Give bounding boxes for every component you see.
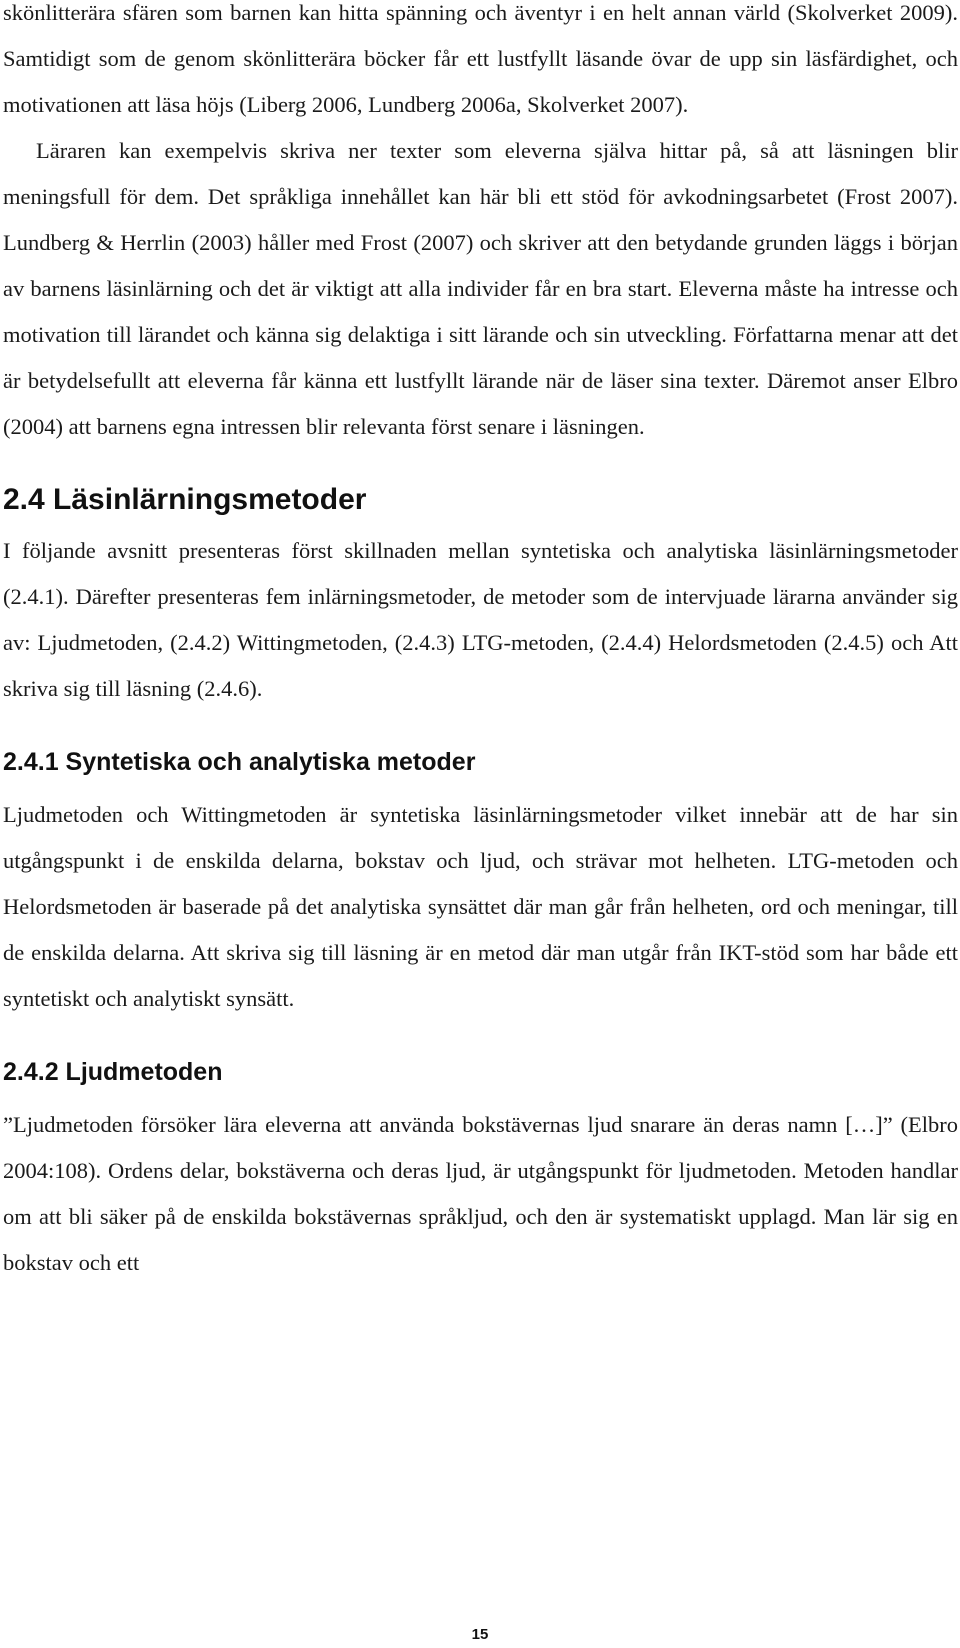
section-heading-2-4-2: 2.4.2 Ljudmetoden <box>3 1058 223 1086</box>
paragraph-continued: skönlitterära sfären som barnen kan hitta spänning och äventyr i en helt annan värld (Skolverket 2009). Samtidigt som de genom skönlitterära böcker får ett lustfyllt läsande övar de upp sin läsfärdighet, och motivationen att läsa höjs (Liberg 2006, Lundberg 2006a, Skolverket 2007). <box>3 0 958 117</box>
section-2-4-2-paragraph: ”Ljudmetoden försöker lära eleverna att använda bokstävernas ljud snarare än deras namn […]” (Elbro 2004:108). Ordens delar, bokstäverna och deras ljud, är utgångspunkt för ljudmetoden. Metoden handlar om att bli säker på de enskilda bokstävernas språkljud, och den är systematiskt upplagd. Man lär sig en bokstav och ett <box>3 1112 958 1275</box>
page-number: 15 <box>471 1626 489 1643</box>
paragraph-teacher-texts: Läraren kan exempelvis skriva ner texter som eleverna själva hittar på, så att läsningen blir meningsfull för dem. Det språkliga innehållet kan här bli ett stöd för avkodningsarbetet (Frost 2007). Lundberg & Herrlin (2003) håller med Frost (2007) och skriver att den betydande grunden läggs i början av barnens läsinlärning och det är viktigt att alla individer får en bra start. Eleverna måste ha intresse och motivation till lärandet och känna sig delaktiga i sitt lärande och sin utveckling. Författarna menar att det är betydelsefullt att eleverna får känna ett lustfyllt lärande när de läser sina texter. Däremot anser Elbro (2004) att barnens egna intressen blir relevanta först senare i läsningen. <box>3 138 958 439</box>
section-heading-2-4: 2.4 Läsinlärningsmetoder <box>3 483 367 516</box>
section-2-4-1-paragraph: Ljudmetoden och Wittingmetoden är syntetiska läsinlärningsmetoder vilket innebär att de har sin utgångspunkt i de enskilda delarna, bokstav och ljud, och strävar mot helheten. LTG-metoden och Helordsmetoden är baserade på det analytiska synsättet där man går från helheten, ord och meningar, till de enskilda delarna. Att skriva sig till läsning är en metod där man utgår från IKT-stöd som har både ett syntetiskt och analytiskt synsätt. <box>3 802 958 1011</box>
page-content <box>3 0 958 1286</box>
section-heading-2-4-1: 2.4.1 Syntetiska och analytiska metoder <box>3 748 476 776</box>
section-2-4-paragraph: I följande avsnitt presenteras först skillnaden mellan syntetiska och analytiska läsinlärningsmetoder (2.4.1). Därefter presenteras fem inlärningsmetoder, de metoder som de intervjuade lärarna använder sig av: Ljudmetoden, (2.4.2) Wittingmetoden, (2.4.3) LTG-metoden, (2.4.4) Helordsmetoden (2.4.5) och Att skriva sig till läsning (2.4.6). <box>3 538 958 701</box>
